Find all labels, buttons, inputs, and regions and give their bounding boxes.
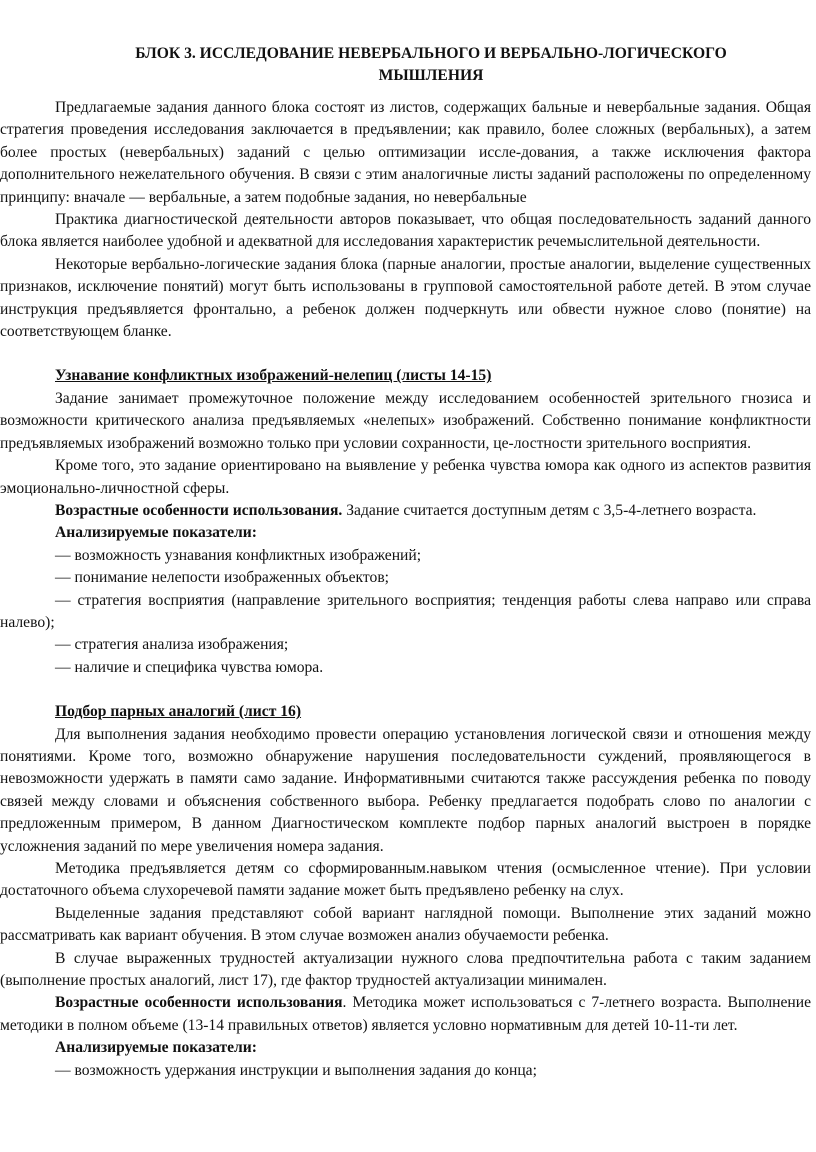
section-1-indicator-1: — возможность узнавания конфликтных изображений;: [55, 546, 422, 564]
section-1-age-label: Возрастные особенности использования.: [55, 501, 343, 519]
section-1-paragraph-1: Задание занимает промежуточное положение между исследованием особенностей зрительного гнозиса и возможности критического анализа предъявляемых «нелепых» изображений. Собственно понимание конфликтности предъявляемых изображений возможно только при условии сохранности, це-лостности зрительного восприятия.: [0, 389, 811, 452]
section-1-indicator-3: — стратегия восприятия (направление зрительного восприятия; тенденция работы слева направо или справа налево);: [0, 591, 811, 631]
block-title: [46, 43, 816, 87]
section-1-indicator-2: — понимание нелепости изображенных объектов;: [55, 569, 390, 587]
section-2-paragraph-4: В случае выраженных трудностей актуализации нужного слова предпочтительна работа с таким заданием (выполнение простых аналогий, лист 17), где фактор трудностей актуализации минимален.: [0, 949, 811, 990]
section-2-indicator-1: — возможность удержания инструкции и выполнения задания до конца;: [55, 1061, 537, 1079]
section-2-paragraph-1: Для выполнения задания необходимо провести операцию установления логической связи и отношения между понятиями. Кроме того, возможно обнаружение нарушения последовательности суждений, проявляющегося в невозможности удержать в памяти само задание. Информативными считаются также рассуждения ребенка по поводу связей между словами и объяснения собственного выбора. Ребенку предлагается подобрать слово по аналогии с предложенным примером, В данном Диагностическом комплекте подбор парных аналогий выстроен в порядке усложнения заданий по мере увеличения номера задания.: [0, 725, 811, 855]
section-2-paragraph-3: Выделенные задания представляют собой вариант наглядной помощи. Выполнение этих заданий можно рассматривать как вариант обучения. В этом случае возможен анализ обучаемости ребенка.: [0, 904, 811, 945]
section-1-indicator-5: — наличие и специфика чувства юмора.: [55, 658, 324, 676]
document-body: [0, 97, 811, 1082]
section-2-indicators-label: Анализируемые показатели:: [55, 1039, 257, 1057]
section-2-age-text: . Методика может использоваться с 7-летнего возраста. Выполнение методики в полном объеме (13-14 правильных ответов) является условно нормативным для детей 10-11-ти лет.: [0, 994, 811, 1034]
intro-paragraph-3: Некоторые вербально-логические задания блока (парные аналогии, простые аналогии, выделение существенных признаков, исключение понятий) могут быть использованы в групповой самостоятельной работе детей. В этом случае инструкция предъявляется фронтально, а ребенок должен подчеркнуть или обвести нужное слово (понятие) на соответствующем бланке.: [0, 255, 811, 341]
section-1-paragraph-2: Кроме того, это задание ориентировано на выявление у ребенка чувства юмора как одного из аспектов развития эмоционально-личностной сферы.: [0, 457, 811, 497]
block-title-line-2: МЫШЛЕНИЯ: [378, 67, 484, 84]
section-1-indicators-label: Анализируемые показатели:: [55, 524, 257, 542]
section-1-indicator-4: — стратегия анализа изображения;: [55, 636, 289, 654]
section-1-heading: Узнавание конфликтных изображений-нелепиц (листы 14-15): [55, 367, 492, 385]
section-1-age-paragraph: [0, 500, 811, 522]
intro-paragraph-1: Предлагаемые задания данного блока состоят из листов, содержащих бальные и невербальные задания. Общая стратегия проведения исследования заключается в предъявлении; как правило, более сложных (вербальных), а затем более простых (невербальных) заданий с целью оптимизации иссле-дования, а также исключения фактора дополнительного нежелательного обучения. В связи с этим аналогичные листы заданий расположены по определенному принципу: вначале — вербальные, а затем подобные задания, но невербальные: [0, 99, 811, 206]
intro-paragraph-2: Практика диагностической деятельности авторов показывает, что общая последовательность заданий данного блока является наиболее удобной и адекватной для исследования характеристик речемыслительной деятельности.: [0, 211, 811, 251]
block-title-line-1: БЛОК 3. ИССЛЕДОВАНИЕ НЕВЕРБАЛЬНОГО И ВЕРБАЛЬНО-ЛОГИЧЕСКОГО: [135, 45, 727, 62]
section-2-age-paragraph: [0, 992, 811, 1037]
section-2-heading: Подбор парных аналогий (лист 16): [55, 703, 302, 721]
section-2-paragraph-2: Методика предъявляется детям со сформированным.навыком чтения (осмысленное чтение). При условии достаточного объема слухоречевой памяти задание может быть предъявлено ребенку на слух.: [0, 860, 811, 900]
section-1-age-text: Задание считается доступным детям с 3,5-4-летнего возраста.: [342, 501, 757, 519]
section-2-age-label: Возрастные особенности использования: [55, 994, 343, 1012]
